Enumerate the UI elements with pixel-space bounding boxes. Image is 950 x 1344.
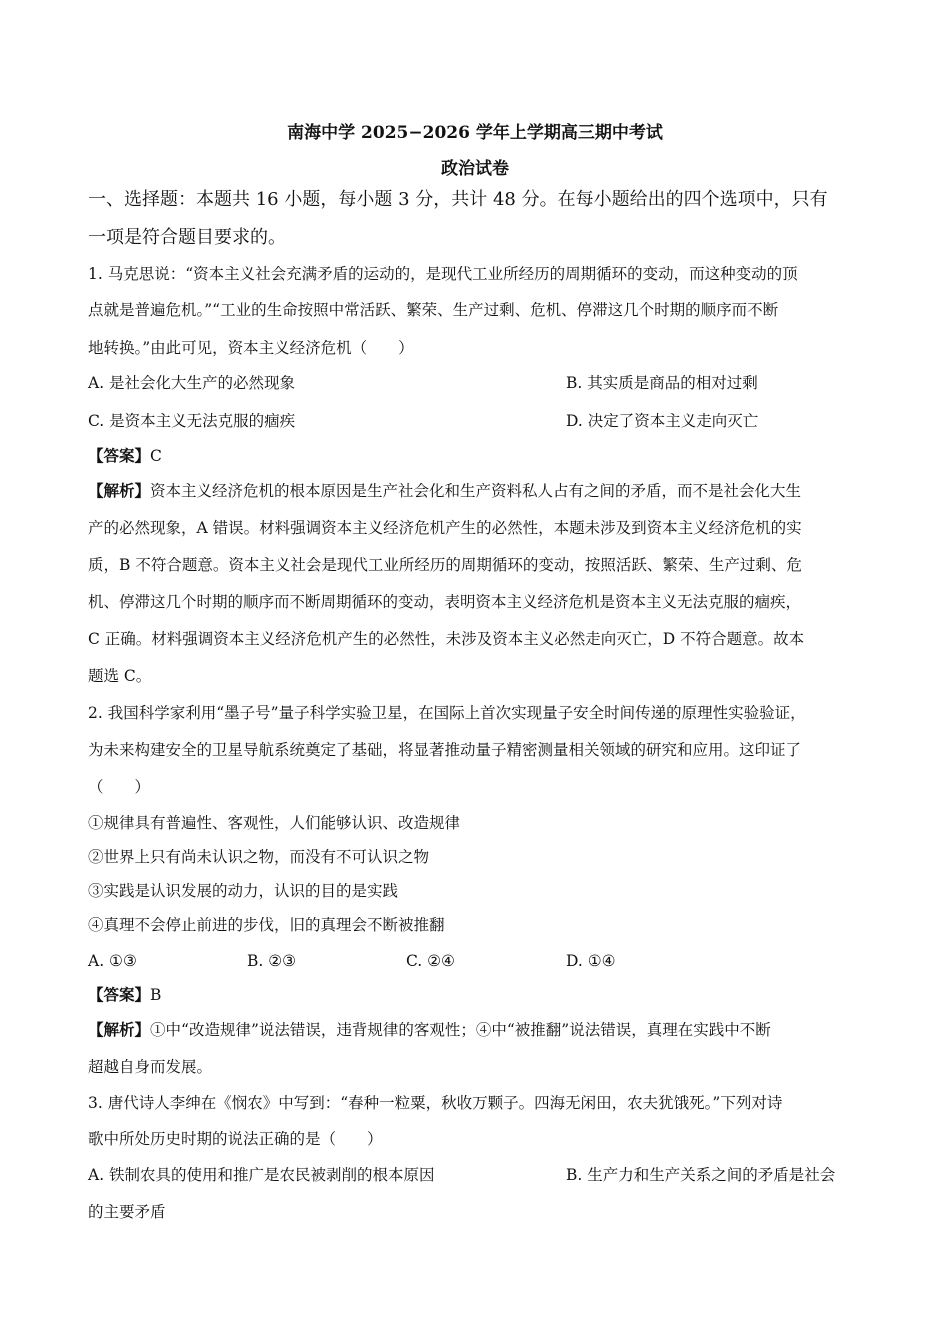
q1-option-b: B. 其实质是商品的相对过剩: [566, 374, 758, 392]
q2-analysis-line: 超越自身而发展。: [88, 1058, 213, 1076]
q3-option-b: B. 生产力和生产关系之间的矛盾是社会: [566, 1166, 836, 1184]
q2-option-c: C. ②④: [406, 952, 455, 970]
q3-stem-line: 歌中所处历史时期的说法正确的是（ ）: [88, 1130, 383, 1148]
q2-statement-4: ④真理不会停止前进的步伐，旧的真理会不断被推翻: [88, 916, 445, 934]
q1-answer: [88, 445, 162, 467]
q2-option-d: D. ①④: [566, 952, 616, 970]
q2-statement-3: ③实践是认识发展的动力，认识的目的是实践: [88, 882, 399, 900]
q2-stem-line: 2. 我国科学家利用“墨子号”量子科学实验卫星，在国际上首次实现量子安全时间传递的原理性实验验证，: [88, 704, 806, 722]
q1-analysis-text: 资本主义经济危机的根本原因是生产社会化和生产资料私人占有之间的矛盾，而不是社会化大生: [150, 482, 802, 500]
q2-statement-2: ②世界上只有尚未认识之物，而没有不可认识之物: [88, 848, 430, 866]
q1-stem-line: 1. 马克思说：“资本主义社会充满矛盾的运动的，是现代工业所经历的周期循环的变动，而这种变动的顶: [88, 265, 798, 283]
q3-option-a: A. 铁制农具的使用和推广是农民被剥削的根本原因: [88, 1166, 435, 1184]
section-instruction-line-1: 一、选择题：本题共 16 小题，每小题 3 分，共计 48 分。在每小题给出的四个选项中，只有: [88, 189, 828, 210]
exam-title: 南海中学 2025−2026 学年上学期高三期中考试: [287, 123, 663, 143]
q1-analysis-line: 产的必然现象，A 错误。材料强调资本主义经济危机产生的必然性，本题未涉及到资本主义经济危机的实: [88, 519, 802, 537]
q2-option-a: A. ①③: [88, 952, 137, 970]
q2-stem-line: 为未来构建安全的卫星导航系统奠定了基础，将显著推动量子精密测量相关领域的研究和应用。这印证了: [88, 741, 802, 759]
exam-subtitle: 政治试卷: [441, 159, 509, 179]
q3-stem-line: 3. 唐代诗人李绅在《悯农》中写到：“春种一粒粟，秋收万颗子。四海无闲田，农夫犹饿死。”下列对诗: [88, 1094, 783, 1112]
q1-analysis-line: C 正确。材料强调资本主义经济危机产生的必然性，未涉及资本主义必然走向灭亡，D 不符合题意。故本: [88, 630, 805, 648]
analysis-label: 【解析】: [88, 481, 151, 500]
q2-statement-1: ①规律具有普遍性、客观性，人们能够认识、改造规律: [88, 814, 461, 832]
q2-answer: [88, 984, 161, 1006]
q1-analysis-first-line: [88, 480, 801, 502]
q2-answer-value: B: [150, 986, 162, 1004]
q1-analysis-line: 题选 C。: [88, 667, 152, 685]
answer-label: 【答案】: [88, 446, 151, 465]
q1-option-d: D. 决定了资本主义走向灭亡: [566, 412, 759, 430]
q1-answer-value: C: [150, 447, 162, 465]
section-instruction-line-2: 一项是符合题目要求的。: [88, 227, 286, 248]
q1-option-c: C. 是资本主义无法克服的痼疾: [88, 412, 296, 430]
q2-analysis-first-line: [88, 1019, 771, 1041]
q1-option-a: A. 是社会化大生产的必然现象: [88, 374, 296, 392]
q2-stem-line: （ ）: [88, 778, 151, 796]
q1-stem-line: 地转换。”由此可见，资本主义经济危机（ ）: [88, 339, 414, 357]
q2-option-b: B. ②③: [247, 952, 297, 970]
q1-analysis-line: 质，B 不符合题意。资本主义社会是现代工业所经历的周期循环的变动，按照活跃、繁荣、生产过剩、危: [88, 556, 802, 574]
answer-label: 【答案】: [88, 985, 151, 1004]
q2-analysis-text: ①中“改造规律”说法错误，违背规律的客观性；④中“被推翻”说法错误，真理在实践中不断: [150, 1021, 771, 1039]
q1-analysis-line: 机、停滞这几个时期的顺序而不断周期循环的变动，表明资本主义经济危机是资本主义无法克服的痼疾，: [88, 593, 802, 611]
q1-stem-line: 点就是普遍危机。”“工业的生命按照中常活跃、繁荣、生产过剩、危机、停滞这几个时期的顺序而不断: [88, 301, 779, 319]
q3-option-b-continued: 的主要矛盾: [88, 1203, 166, 1221]
analysis-label: 【解析】: [88, 1020, 151, 1039]
